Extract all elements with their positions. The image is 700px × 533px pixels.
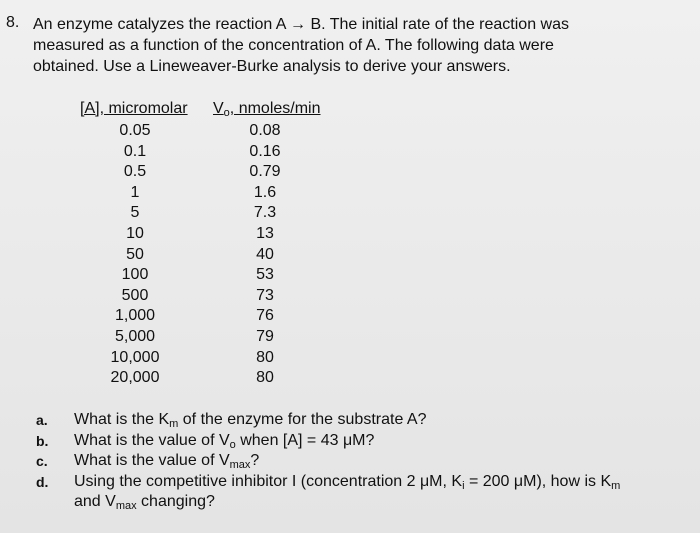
table-cell: 20,000 — [110, 369, 160, 387]
table-cell: 76 — [256, 307, 274, 325]
table-cell: 50 — [126, 245, 144, 263]
table-cell: 73 — [256, 286, 274, 304]
table-cell: 7.3 — [253, 204, 277, 222]
table-cell: 100 — [121, 266, 149, 284]
intro-line: measured as a function of the concentration of A. The following data were — [33, 37, 554, 54]
table-cell: 0.16 — [249, 142, 281, 160]
table-cell: 1.6 — [253, 183, 277, 201]
table-cell: 0.08 — [249, 122, 281, 139]
rate-column — [230, 121, 300, 389]
table-cell: 10 — [126, 224, 144, 242]
table-cell: 1 — [130, 183, 140, 201]
header-rate: $V_o$, nmoles/min — [213, 100, 321, 119]
problem-intro — [33, 14, 683, 77]
table-cell: 5,000 — [114, 327, 156, 345]
question-label: a. — [36, 412, 48, 428]
concentration-column — [92, 121, 178, 389]
problem-number: 8. — [6, 14, 20, 31]
question-label: d. — [36, 473, 49, 490]
table-cell: 500 — [121, 286, 149, 304]
question-text: Using the competitive inhibitor I (concentration 2 μM, $K_i = 200$ μM), how is $K_m$ — [74, 472, 621, 492]
intro-line: An enzyme catalyzes the reaction A → B. The initial rate of the reaction was — [33, 16, 569, 33]
table-cell: 13 — [256, 224, 274, 242]
table-cell: 10,000 — [110, 348, 160, 366]
question-text: What is the $K_m$ of the enzyme for the substrate A? — [74, 411, 427, 430]
intro-line: obtained. Use a Lineweaver-Burke analysis to derive your answers. — [33, 58, 511, 75]
question-label: b. — [36, 432, 49, 449]
table-cell: 5 — [130, 204, 140, 222]
question-label: c. — [36, 453, 48, 469]
table-cell: 0.79 — [249, 163, 281, 181]
question-text: What is the value of $V_{max}$? — [74, 452, 260, 471]
table-cell: 80 — [256, 369, 274, 387]
question-text: and $V_{max}$ changing? — [74, 493, 215, 512]
table-cell: 79 — [256, 327, 274, 345]
table-cell: 1,000 — [114, 307, 156, 325]
question-text: What is the value of $V_o$ when [A] = 43 μM? — [74, 431, 375, 451]
table-cell: 0.5 — [123, 163, 147, 181]
table-cell: 0.05 — [119, 122, 151, 139]
table-cell: 53 — [256, 266, 274, 284]
table-cell: 40 — [256, 245, 274, 263]
header-concentration: [A], micromolar — [80, 100, 188, 117]
table-cell: 0.1 — [123, 142, 147, 160]
table-cell: 80 — [256, 348, 274, 366]
